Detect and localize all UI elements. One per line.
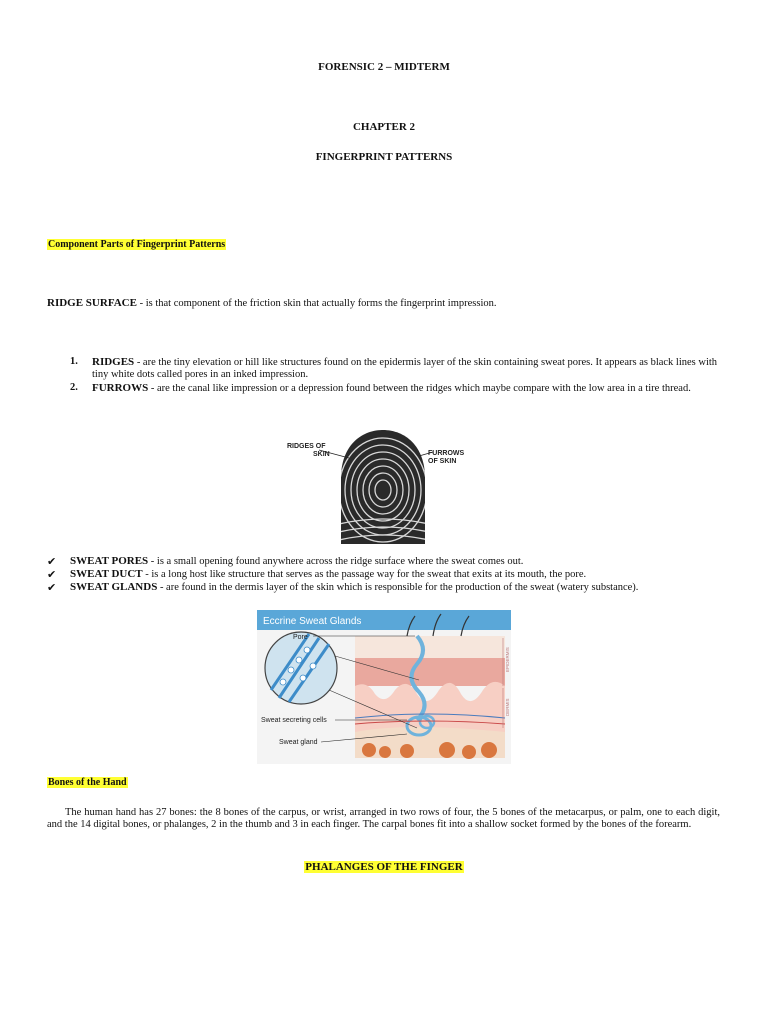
list-item-furrows <box>92 382 722 395</box>
checklist-item-sweat-pores <box>70 555 730 568</box>
section-heading-text: PHALANGES OF THE FINGER <box>305 861 463 873</box>
chapter-subtitle: FINGERPRINT PATTERNS <box>315 151 453 163</box>
pore-label: Pore <box>293 634 308 641</box>
list-item-term: FURROWS <box>92 382 149 394</box>
checklist-text: - is a long host like structure that serves as the passage way for the sweat that exits at its mouth, the pore. <box>142 569 587 580</box>
chapter-heading: CHAPTER 2 <box>352 121 416 133</box>
list-item-term: RIDGES <box>92 356 135 368</box>
epidermis-layer <box>355 658 505 686</box>
section-heading-text: Bones of the Hand <box>48 777 127 788</box>
checklist-text: - is a small opening found anywhere across the ridge surface where the sweat comes out. <box>148 556 524 567</box>
checklist-text: - are found in the dermis layer of the skin which is responsible for the production of the sweat (watery substance). <box>157 582 639 593</box>
checklist-term: SWEAT GLANDS <box>70 581 158 593</box>
check-icon: ✔ <box>47 556 57 568</box>
furrows-of-skin-label-1: FURROWS <box>428 450 465 457</box>
list-item-ridges <box>92 356 722 381</box>
furrows-of-skin-label-2: OF SKIN <box>428 458 457 465</box>
figure-title: Eccrine Sweat Glands <box>263 616 362 627</box>
sweat-gland-label: Sweat gland <box>279 739 318 746</box>
bones-of-hand-paragraph: The human hand has 27 bones: the 8 bones of the carpus, or wrist, arranged in two rows of four, the 5 bones of the metacarpus, or palm, one to each digit, and the 14 digital bones, or phalanges, 2 in the thumb and 3 in each finger. The carpal bones fit into a shallow socket formed by the bones of the forearm. <box>47 807 720 830</box>
fingertip-ridges-figure <box>283 428 488 544</box>
ridge-surface-term: RIDGE SURFACE <box>47 297 137 309</box>
section-heading-bones-of-hand <box>47 777 128 788</box>
list-number: 1. <box>70 356 78 367</box>
sweat-secreting-cells-label: Sweat secreting cells <box>261 717 327 724</box>
checklist-term: SWEAT PORES <box>70 555 149 567</box>
list-item-text: - are the tiny elevation or hill like structures found on the epidermis layer of the skin containing sweat pores. It appears as black lines with tiny white dots called pores in an inked impression. <box>92 357 718 380</box>
skin-surface <box>355 636 505 658</box>
dermis-label: DERMIS <box>505 698 510 716</box>
checklist-item-sweat-glands <box>70 581 730 594</box>
section-heading-component-parts <box>47 239 226 250</box>
ridges-of-skin-label-2: SKIN <box>313 451 330 458</box>
epidermis-label: EPIDERMIS <box>505 647 510 672</box>
list-item-text: - are the canal like impression or a depression found between the ridges which maybe compare with the low area in a tire thread. <box>148 383 691 394</box>
ridge-surface-definition <box>47 297 737 310</box>
check-icon: ✔ <box>47 582 57 594</box>
ridges-of-skin-label-1: RIDGES OF <box>287 443 326 450</box>
section-heading-phalanges <box>0 861 768 873</box>
section-heading-text: Component Parts of Fingerprint Patterns <box>48 239 226 250</box>
checklist-item-sweat-duct <box>70 568 730 581</box>
magnified-inset <box>265 632 337 704</box>
document-title: FORENSIC 2 – MIDTERM <box>318 61 450 73</box>
check-icon: ✔ <box>47 569 57 581</box>
list-number: 2. <box>70 382 78 393</box>
ridge-surface-text: - is that component of the friction skin that actually forms the fingerprint impression. <box>136 298 497 309</box>
checklist-term: SWEAT DUCT <box>70 568 143 580</box>
sweat-gland-figure <box>257 610 511 764</box>
